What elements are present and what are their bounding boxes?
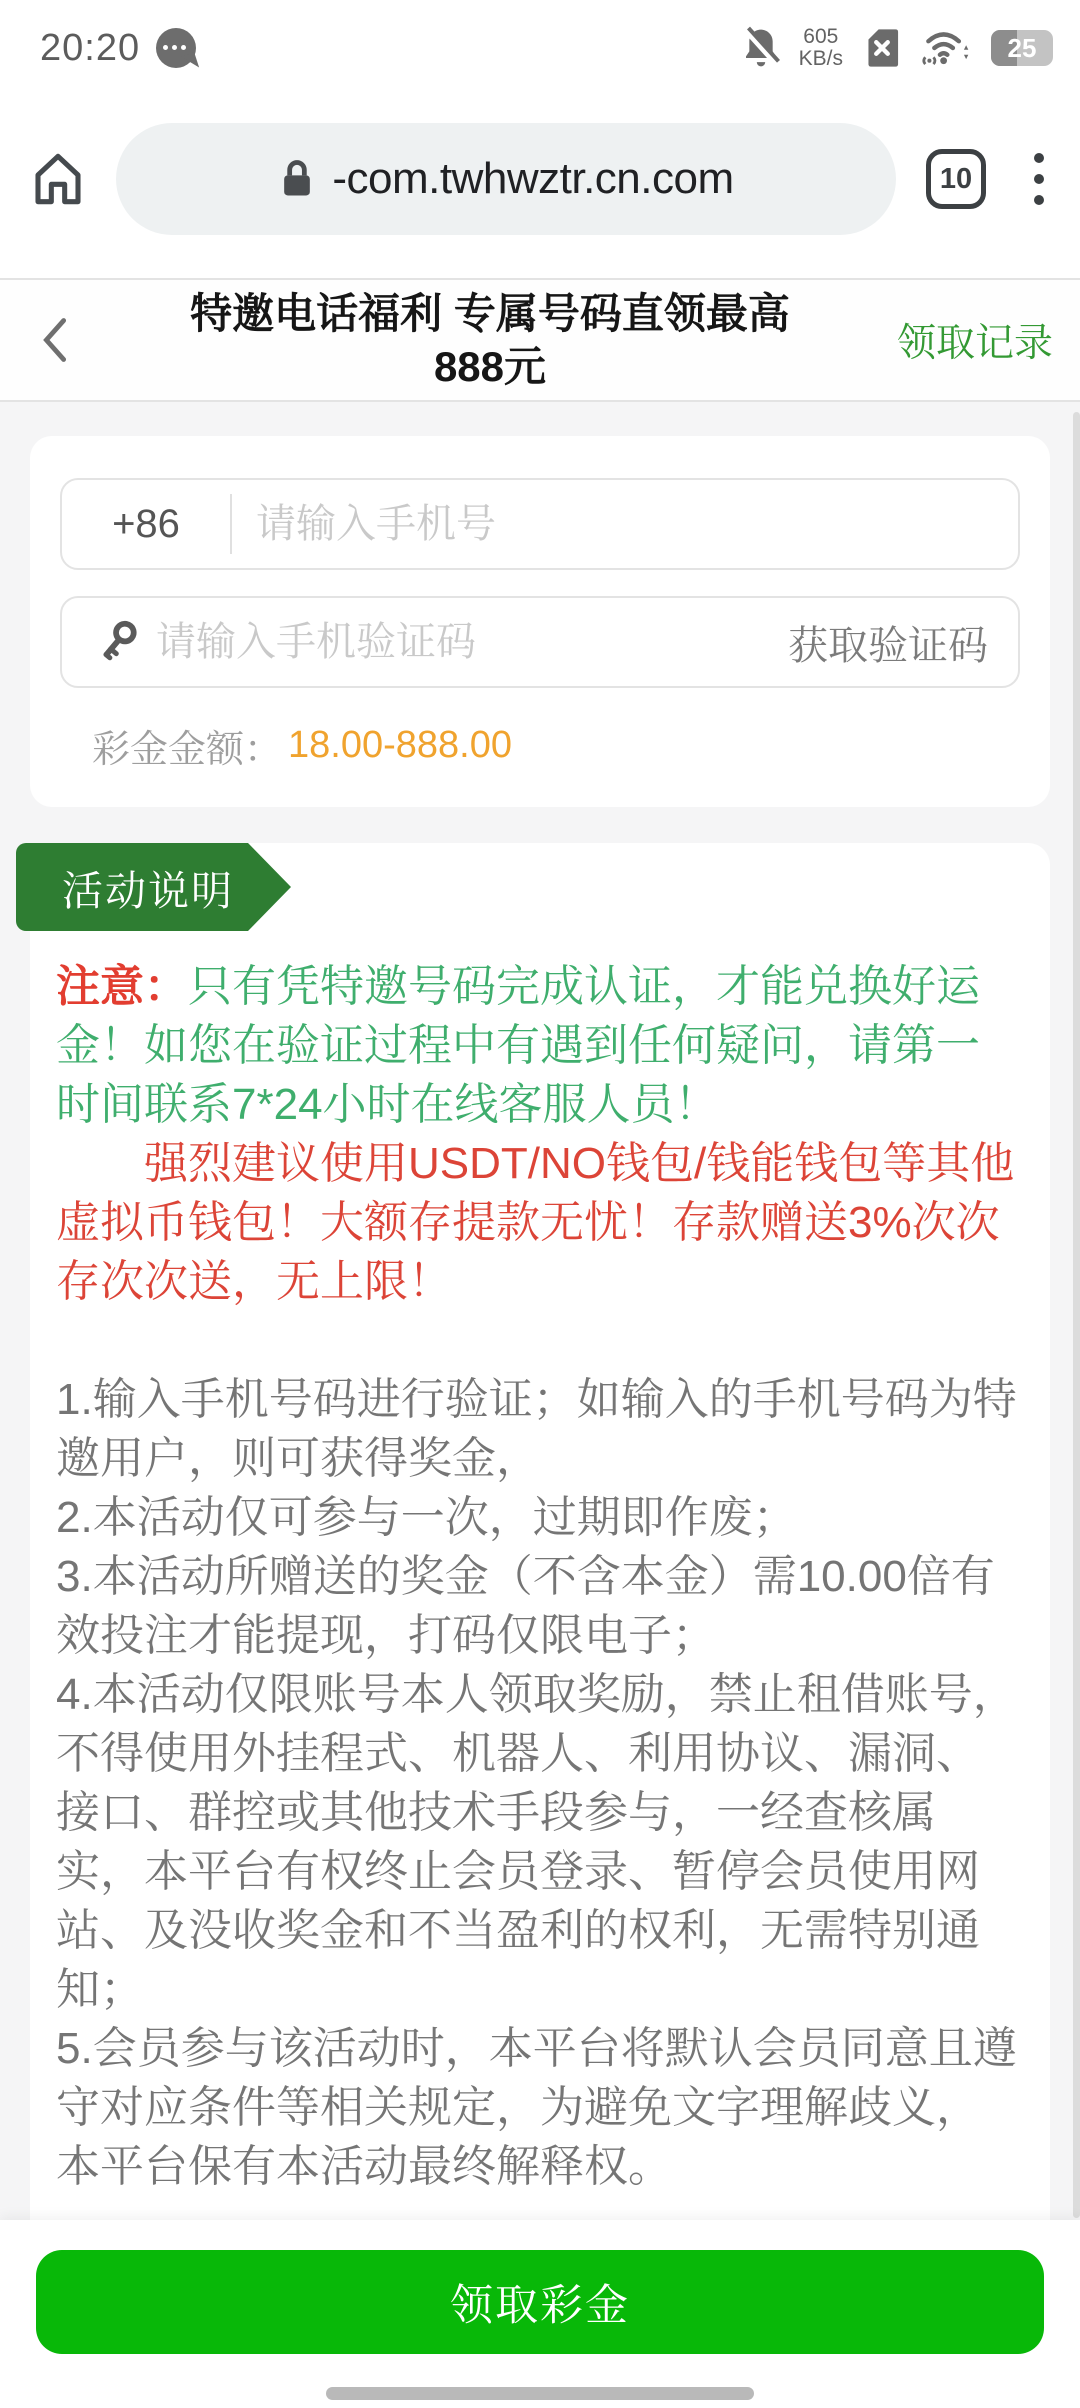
page-header [0, 278, 1080, 402]
bottom-bar [0, 2220, 1080, 2408]
rule-item: 2.本活动仅可参与一次，过期即作废； [56, 1493, 797, 1542]
code-input-row [60, 596, 1020, 688]
key-icon [94, 619, 140, 665]
wifi-icon [921, 26, 973, 70]
chevron-left-icon [33, 314, 77, 366]
page-content [0, 404, 1080, 2220]
home-indicator[interactable] [326, 2387, 754, 2400]
battery-icon: 25 [991, 30, 1053, 66]
notice-warning-prefix: 注意： [56, 962, 188, 1011]
activity-text [30, 957, 1050, 2196]
claim-bonus-button[interactable]: 领取彩金 [36, 2250, 1044, 2354]
lock-icon [278, 157, 316, 201]
bonus-label: 彩金金额： [92, 729, 283, 771]
url-bar[interactable] [116, 123, 896, 235]
verification-code-input[interactable] [140, 620, 772, 665]
bonus-value: 18.00-888.00 [288, 724, 512, 766]
activity-ribbon [16, 843, 248, 931]
get-code-button[interactable]: 获取验证码 [788, 623, 988, 668]
phone-input-row [60, 478, 1020, 570]
home-button[interactable] [26, 147, 90, 211]
network-speed: 605 KB/s [798, 25, 843, 70]
url-text: -com.twhwztr.cn.com [332, 154, 734, 203]
sim-card-x-icon [861, 26, 903, 70]
rule-item: 4.本活动仅限账号本人领取奖励，禁止租借账号，不得使用外挂程式、机器人、利用协议、漏洞、接口、群控或其他技术手段参与，一经查核属实，本平台有权终止会员登录、暂停会员使用网站、及没收奖金和不当盈利的权利，无需特别通知； [56, 1670, 1017, 2014]
speech-bubble-icon [156, 28, 196, 68]
ribbon-title: 活动说明 [62, 867, 234, 914]
rule-item: 5.会员参与该活动时，本平台将默认会员同意且遵守对应条件等相关规定，为避免文字理解歧义，本平台保有本活动最终解释权。 [56, 2024, 1017, 2191]
promo-paragraph: 强烈建议使用USDT/NO钱包/钱能钱包等其他虚拟币钱包！大额存提款无忧！存款赠送3%次次存次次送，无上限！ [56, 1139, 1015, 1306]
browser-menu-button[interactable] [1028, 147, 1050, 211]
scrollbar[interactable] [1073, 412, 1080, 2218]
tab-switcher-button[interactable]: 10 [926, 149, 986, 209]
rule-item: 1.输入手机号码进行验证；如输入的手机号码为特邀用户，则可获得奖金， [56, 1375, 1017, 1483]
rule-item: 3.本活动所赠送的奖金（不含本金）需10.00倍有效投注才能提现，打码仅限电子； [56, 1552, 995, 1660]
rules-list [56, 1370, 1022, 2196]
claim-records-link[interactable]: 领取记录 [896, 322, 1053, 365]
clock: 20:20 [40, 26, 141, 69]
browser-toolbar [0, 90, 1080, 278]
bonus-amount-row [92, 718, 1020, 773]
country-code[interactable]: +86 [112, 501, 180, 546]
page-title: 特邀电话福利 专属号码直领最高 888元 [190, 290, 790, 390]
phone-form-card [30, 436, 1050, 807]
status-bar [0, 0, 1080, 90]
phone-input[interactable] [232, 502, 1018, 547]
bell-muted-icon [741, 26, 781, 70]
activity-card [30, 843, 1050, 2252]
notice-paragraph: 注意：只有凭特邀号码完成认证，才能兑换好运金！如您在验证过程中有遇到任何疑问，请第一时间联系7*24小时在线客服人员！ [56, 962, 980, 1129]
back-button[interactable] [10, 314, 100, 366]
